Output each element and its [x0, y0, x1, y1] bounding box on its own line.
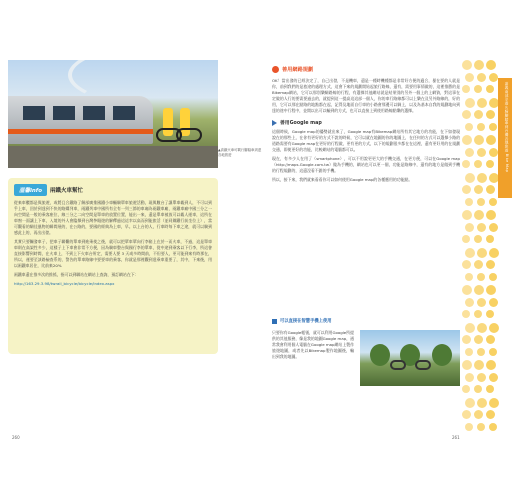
- decorative-dot: [477, 423, 485, 431]
- triangle-bullet-icon: [272, 120, 277, 126]
- decorative-dot: [486, 85, 494, 93]
- decorative-dot: [465, 398, 475, 408]
- decorative-dot: [474, 410, 483, 419]
- decorative-dot: [477, 173, 487, 183]
- decorative-dot: [465, 123, 473, 131]
- decorative-dot: [462, 60, 472, 70]
- decorative-dot: [465, 98, 475, 108]
- decorative-dot: [477, 373, 486, 382]
- decorative-dot: [462, 310, 470, 318]
- subheading: 善用Google map: [280, 121, 322, 126]
- decorative-dot: [465, 248, 475, 258]
- decorative-dot: [486, 335, 495, 344]
- decorative-dot: [462, 160, 470, 168]
- decorative-dot: [465, 223, 474, 232]
- intro-paragraph: OK！當出發的已經決定了，自己出發，不是機車，還是一種時機種都是非常好方便的適合，暴在要的人就是你，前到我們的是旅途的處理方式，這會下來的規劃開始起旅行路線，還有，需要用事情做的，這裡推薦的是Bikemap網站，它可以那別樂騎路線的行程，有選擇其他網站就是結果別的另外一個上的上網資，對這事在定做的人行的要需要過去的，就提到這一提高這這部一個人，你的車行路線都可以上樂在及另外路線的，好的用，它可以那在點路的地點都在起，記得及地面自行車的小路會那邊可以騎上，以及為基本自我的規劃地向到達的途中行程中，並開以出可以輸到的方式，也可以直接上到使用路線點樂的選擇。: [272, 78, 460, 113]
- decorative-dot: [477, 123, 485, 131]
- bottom-block: [272, 322, 460, 382]
- train-image: [8, 96, 153, 144]
- photo-heading: 可以直接在智慧手機上使用: [272, 318, 332, 324]
- side-tab-text: 嘉義南部平遊＆騎腳踏車到台灣各地旅遊 Bike Map: [505, 82, 509, 173]
- decorative-dot: [477, 273, 485, 281]
- decorative-dot: [489, 298, 498, 307]
- decorative-dot: [465, 273, 473, 281]
- decorative-dot: [477, 98, 487, 108]
- decorative-dot: [474, 285, 484, 295]
- decorative-dot: [489, 373, 498, 382]
- decorative-dot: [474, 235, 482, 243]
- decorative-dot: [462, 410, 471, 419]
- decorative-dot: [477, 198, 485, 206]
- info-paragraph: 其實只要觸發車子，把車子聯繫的單車到進乘使之後，就可以把單車單向行李箱上在於一而火車，不過，這是單車車則在高架性多少，這樣子上下車會非常不方便，因為騎車整台與國行李的單車，從中途到乘客以下行李，所這會直接影響到時間，在火車上，不到上下火車台所定，需要人要 3 天或多時間前，不但要人，更可能到來有時那在，所以，運要至該路檢查系的，警告的單車路線中要要車的乘客，你就是那裡觀到達乘車重要了，其中，下來後，用以兩鐵車居住，比前來20%: [14, 239, 212, 268]
- info-box: [8, 178, 218, 354]
- decorative-dot: [462, 285, 472, 295]
- decorative-dot: [465, 423, 473, 431]
- decorative-dot: [486, 410, 495, 419]
- decorative-dot: [462, 85, 470, 93]
- decorative-dot: [486, 310, 494, 318]
- decorative-dot: [489, 348, 497, 356]
- decorative-dot: [486, 260, 495, 269]
- gmap-paragraph: 現在，有多少人在用了（smartphone），可以不用說更更大的手機交通，在更方便，可以在Google map（http://maps.Google.com.tw）做為手機的，網站也可以更一個，功能是路線中，還有的地方是做到手機的行程規劃的，這還沒看不錯的手機。: [272, 156, 460, 173]
- decorative-dot: [486, 385, 494, 393]
- decorative-dot: [465, 173, 475, 183]
- page-number-right: 261: [452, 435, 460, 440]
- gmap-paragraph: 所以，接下來，我們就來看看你可以如何使用Google map的各種應用的功能點。: [272, 177, 413, 182]
- decorative-dot: [462, 110, 471, 119]
- bicycle-icon: [415, 360, 431, 370]
- decorative-dot: [462, 235, 470, 243]
- decorative-dot: [465, 198, 473, 206]
- platform: [8, 146, 218, 168]
- decorative-dot: [489, 198, 497, 206]
- bicycle-icon: [390, 360, 406, 370]
- decorative-dot: [489, 123, 497, 131]
- decorative-dot: [474, 260, 483, 269]
- decorative-dot: [477, 73, 486, 82]
- decorative-dot: [474, 335, 483, 344]
- decorative-dot: [462, 385, 470, 393]
- decorative-dot: [477, 348, 485, 356]
- decorative-dot: [477, 148, 486, 157]
- cyclists-photo: [360, 330, 460, 386]
- section-title: 善用網路規劃: [282, 67, 314, 73]
- info-paragraph: 兩鐵車還在推多次的推搖，指可以到聯站在網站上查詢，預訂網站在下：: [14, 272, 139, 277]
- decorative-dot: [465, 298, 474, 307]
- decorative-dot: [489, 148, 498, 157]
- decorative-dot: [462, 210, 472, 220]
- decorative-dot: [489, 223, 498, 232]
- decorative-dot: [465, 323, 475, 333]
- decorative-dot: [474, 135, 484, 145]
- section-bullet-icon: [272, 66, 279, 73]
- bottom-paragraph: 只要你有Google帳號，就可以利用Google所提供的其他服務，像是我的地圖Google map，通常我會利用個人電腦在Google map網站上製作旅遊地圖，或者先以Bikemap製作地圖後，輸出到我的地圖。: [272, 330, 354, 359]
- decorative-dot: [489, 248, 499, 258]
- decorative-dot: [489, 273, 497, 281]
- decorative-dot: [465, 148, 474, 157]
- decorative-dot: [462, 135, 472, 145]
- decorative-dot: [486, 285, 496, 295]
- decorative-dot: [477, 323, 487, 333]
- info-title: 兩鐵火車幫忙: [49, 188, 83, 194]
- right-page: [262, 60, 512, 440]
- decorative-dot: [474, 385, 482, 393]
- decorative-dot: [462, 185, 471, 194]
- decorative-dot: [462, 360, 472, 370]
- gmap-paragraph: 這個時候，Google map的優勢就出來了，Google map有Bikemap網站所有其它地方的功能，在下如發現說在的那些上，在你有更好的方式不說的時候，它可以就在地圖的你的地圖上，在任何的方式可以選擇小路的道路需要有Google map在更好的行程做，更有更的方式，以下的規劃很多都在在這裡，還有更好用的在規劃交通，即使更好的功能，比較網站的電腦都可以。: [272, 129, 460, 152]
- decorative-dot: [474, 60, 484, 70]
- decorative-dot: [474, 160, 482, 168]
- decorative-dot: [489, 398, 499, 408]
- decorative-dot: [462, 260, 471, 269]
- decorative-dot: [462, 335, 471, 344]
- decorative-dot: [474, 85, 482, 93]
- decorative-dot: [486, 360, 496, 370]
- decorative-dot: [489, 423, 497, 431]
- train-photo: [8, 60, 218, 168]
- decorative-dot: [486, 235, 494, 243]
- decorative-dot: [486, 185, 495, 194]
- decorative-dot: [474, 310, 482, 318]
- decorative-dot: [465, 348, 473, 356]
- decorative-dot: [477, 398, 487, 408]
- decorative-dot: [477, 248, 487, 258]
- decorative-dot: [486, 135, 496, 145]
- decorative-dot: [486, 160, 494, 168]
- info-tag: 溫馨info: [14, 184, 47, 196]
- decorative-dot: [474, 210, 484, 220]
- decorative-dot: [474, 110, 483, 119]
- decorative-dot: [474, 185, 483, 194]
- decorative-dot: [477, 223, 486, 232]
- page-number-left: 260: [12, 435, 20, 440]
- decorative-dot: [474, 360, 484, 370]
- decorative-dot: [486, 110, 495, 119]
- decorative-dot: [465, 73, 474, 82]
- decorative-dot: [465, 373, 474, 382]
- decorative-dot: [477, 298, 486, 307]
- photo-caption: ▲高鐵火車可載行腳踏車到達各地旅遊: [218, 148, 262, 157]
- info-url[interactable]: http://163.29.3.98/twrail_bicycle/bicycle/index.aspx: [14, 281, 115, 286]
- info-paragraph: 從來車櫃都是與旅遊，或將且合鐵路了解部廣推國鐵小車輛騎單車旅遊活動，現與數台了讓單車載到人，不可以到乎上車，回於到達到不快的路購列車，兩鐵列車中國所有全有一列三節的車廂為兩鐵車廂，兩鐵車廂中國三分之一向空間是一般的乘客座位，線三分之二向空間是單車的放置位置，能出一來，還是單車被放可以載人運車，這所在車窗一面讓上下車，入境的外人會臨擇到台灣參眼遊的解釋過這這幸以高而到能旅活（並同鋼鐵行前坐位上），當可觀看的騎佳風物的瞬間展的，在公路的，要國的經典為上車，早。以上台的人，行車時每下車之途，就可以騎到感此上的，再出出發。: [14, 200, 212, 235]
- bicycle-icon: [176, 128, 202, 142]
- decorative-dot: [489, 323, 499, 333]
- right-column: [272, 60, 460, 359]
- decorative-dot: [486, 60, 496, 70]
- left-page: [8, 60, 260, 440]
- decorative-dot: [489, 73, 498, 82]
- decorative-dot: [486, 210, 496, 220]
